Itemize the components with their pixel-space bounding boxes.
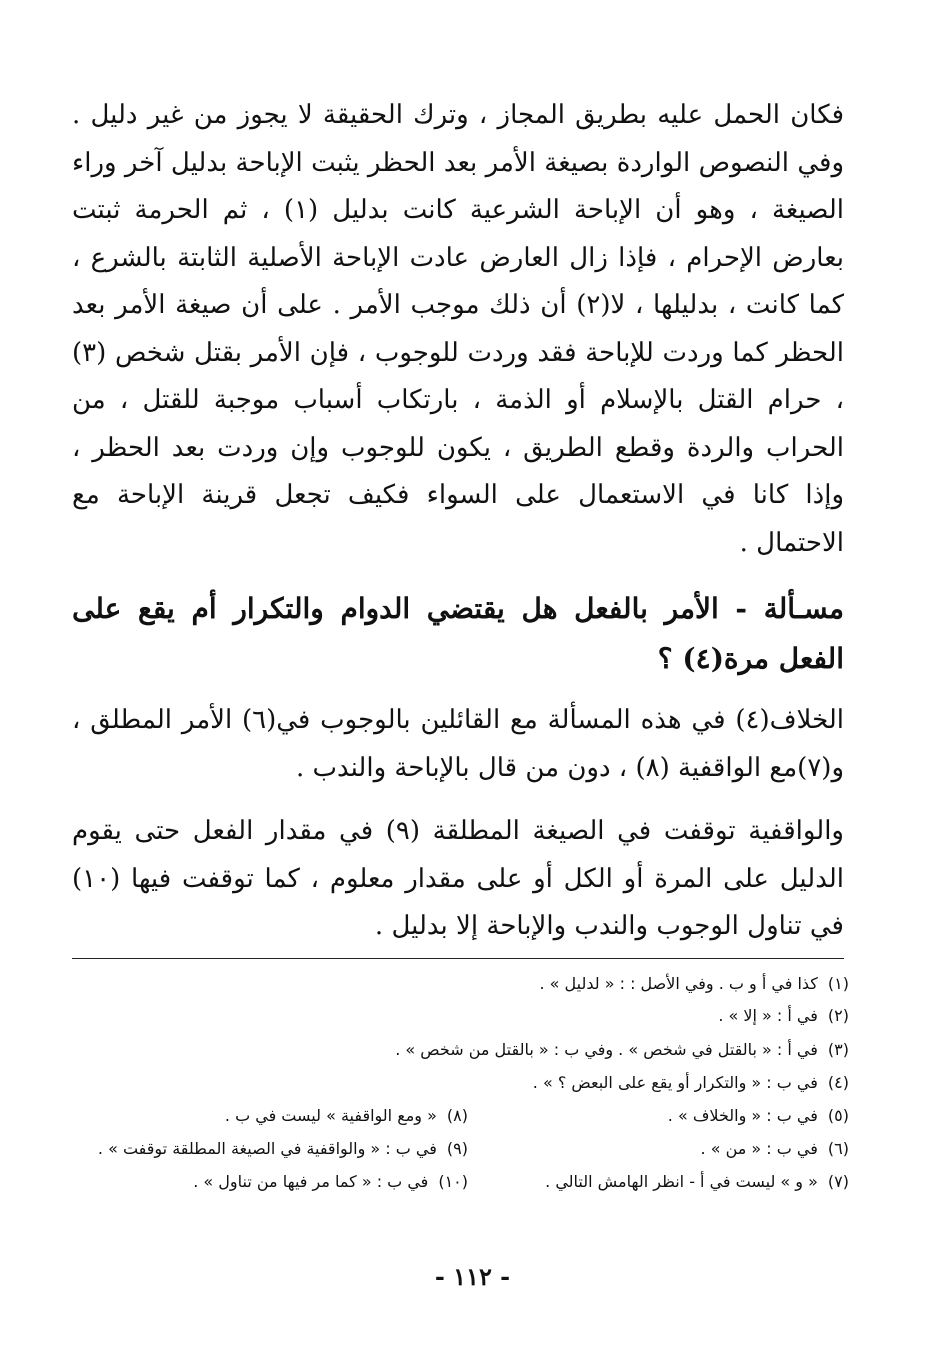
footnote-number: (١٠) — [438, 1172, 468, 1191]
footnote-1 — [540, 974, 850, 994]
footnote-4 — [533, 1073, 849, 1093]
footnote-number: (٥) — [827, 1106, 849, 1125]
footnote-text: « و » ليست في أ - انظر الهامش التالي . — [545, 1172, 818, 1191]
body-paragraph-3: والواقفية توقفت في الصيغة المطلقة (٩) في مقدار الفعل حتى يقوم الدليل على المرة أو الكل أو على مقدار معلوم ، كما توقفت فيها (١٠) في تناول الوجوب والندب والإباحة إلا بدليل . — [72, 816, 844, 941]
footnote-number: (٣) — [827, 1040, 849, 1059]
section-heading: مسـألة - الأمر بالفعل هل يقتضي الدوام والتكرار أم يقع على الفعل مرة(٤) ؟ — [72, 592, 844, 675]
footnote-text: في ب : « كما مر فيها من تناول » . — [193, 1172, 429, 1191]
footnote-text: في ب : « والتكرار أو يقع على البعض ؟ » . — [532, 1073, 818, 1092]
footnote-number: (١) — [827, 974, 849, 993]
footnote-text: في ب : « من » . — [700, 1139, 818, 1158]
footnote-6 — [701, 1139, 849, 1159]
footnote-text: في ب : « والخلاف » . — [667, 1106, 818, 1125]
footnote-text: « ومع الواقفية » ليست في ب . — [224, 1106, 437, 1125]
page-number: - ١١٢ - — [434, 1262, 511, 1291]
footnote-number: (٤) — [827, 1073, 849, 1092]
footnote-text: في أ : « إلا » . — [718, 1006, 818, 1025]
footnote-text: كذا في أ و ب . وفي الأصل : : « لدليل » . — [539, 974, 818, 993]
footnote-8 — [225, 1106, 468, 1126]
footnote-text: في ب : « والواقفية في الصيغة المطلقة توقفت » . — [97, 1139, 437, 1158]
body-paragraph-2: الخلاف(٤) في هذه المسألة مع القائلين بالوجوب في(٦) الأمر المطلق ، و(٧)مع الواقفية (٨) ، دون من قال بالإباحة والندب . — [72, 705, 844, 783]
footnote-separator — [72, 958, 844, 959]
footnote-2 — [718, 1006, 849, 1026]
footnote-number: (٦) — [827, 1139, 849, 1158]
footnote-7 — [545, 1172, 849, 1192]
footnote-number: (٩) — [446, 1139, 468, 1158]
footnote-number: (٨) — [446, 1106, 468, 1125]
body-paragraph-1: فكان الحمل عليه بطريق المجاز ، وترك الحقيقة لا يجوز من غير دليل . وفي النصوص الواردة بصيغة الأمر بعد الحظر يثبت الإباحة بدليل آخر وراء الصيغة ، وهو أن الإباحة الشرعية كانت بدليل (١) ، ثم الحرمة ثبتت بعارض الإحرام ، فإذا زال العارض عادت الإباحة الأصلية الثابتة بالشرع ، كما كانت ، بدليلها ، لا(٢) أن ذلك موجب الأمر . على أن صيغة الأمر بعد الحظر كما وردت للإباحة فقد وردت للوجوب ، فإن الأمر بقتل شخص (٣) ، حرام القتل بالإسلام أو الذمة ، بارتكاب أسباب موجبة للقتل ، من الحراب والردة وقطع الطريق ، يكون للوجوب وإن وردت بعد الحظر ، وإذا كانا في الاستعمال على السواء فكيف تجعل قرينة الإباحة مع الاحتمال . — [72, 100, 844, 558]
footnote-number: (٢) — [827, 1006, 849, 1025]
footnote-3 — [395, 1040, 849, 1060]
footnote-text: في أ : « بالقتل في شخص » . وفي ب : « بالقتل من شخص » . — [395, 1040, 818, 1059]
footnote-number: (٧) — [827, 1172, 849, 1191]
footnote-5 — [668, 1106, 849, 1126]
footnote-10 — [193, 1172, 468, 1192]
footnote-9 — [98, 1139, 468, 1159]
